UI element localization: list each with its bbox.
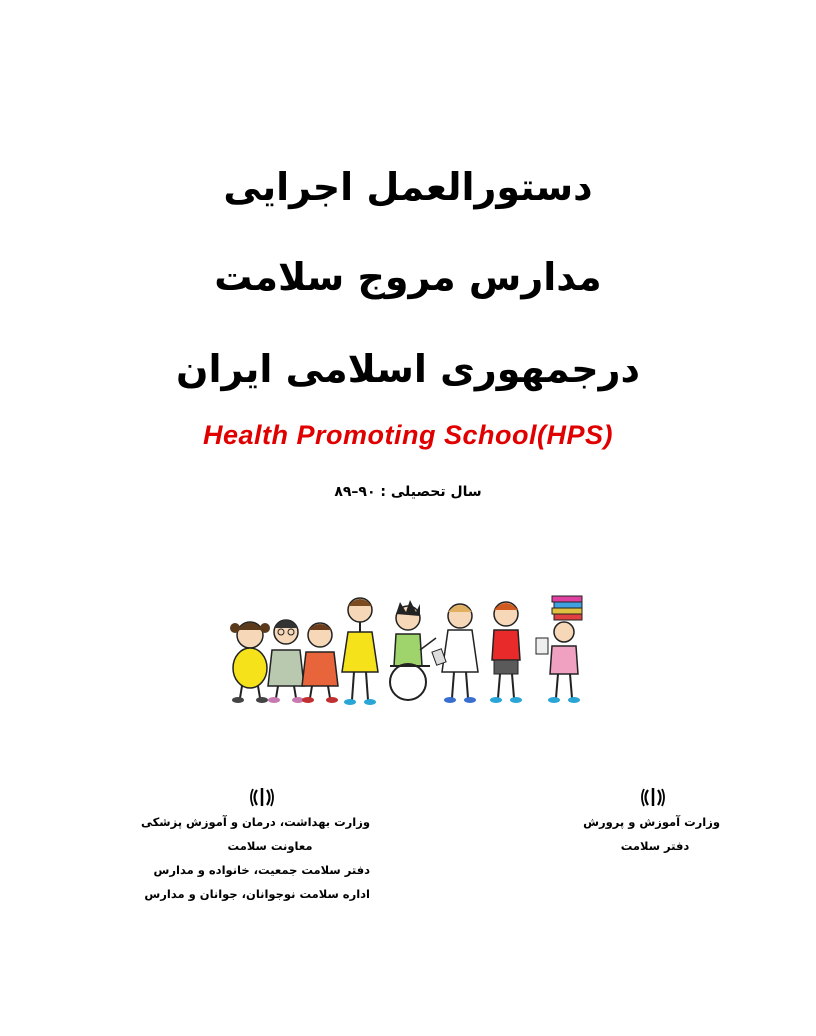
- health-ministry-block: [140, 810, 370, 906]
- org-line: دفتر سلامت جمعیت، خانواده و مدارس: [153, 863, 370, 877]
- iran-emblem-icon: [249, 785, 275, 809]
- title-line-2: مدارس مروج سلامت: [214, 255, 602, 299]
- org-line: اداره سلامت نوجوانان، جوانان و مدارس: [144, 887, 370, 901]
- child-figure: [390, 600, 436, 700]
- child-figure: [536, 596, 582, 703]
- iran-emblem-icon: [640, 785, 666, 809]
- title-line-3: درجمهوری اسلامی ایران: [176, 347, 640, 391]
- children-illustration: [220, 590, 590, 710]
- child-figure: [490, 602, 522, 703]
- child-figure: [268, 620, 304, 703]
- child-figure: [432, 604, 478, 703]
- education-ministry-block: [583, 810, 720, 858]
- child-figure: [342, 598, 378, 705]
- org-line: وزارت آموزش و پرورش: [583, 815, 720, 829]
- english-subtitle: Health Promoting School(HPS): [202, 420, 613, 450]
- academic-year: سال تحصیلی : ۹۰–۸۹: [334, 484, 482, 500]
- child-figure: [302, 623, 338, 703]
- org-line: وزارت بهداشت، درمان و آموزش پزشکی: [140, 815, 370, 829]
- child-figure: [230, 622, 270, 703]
- org-line: دفتر سلامت: [620, 839, 690, 853]
- org-line: معاونت سلامت: [227, 839, 313, 853]
- title-line-1: دستورالعمل اجرایی: [223, 165, 593, 209]
